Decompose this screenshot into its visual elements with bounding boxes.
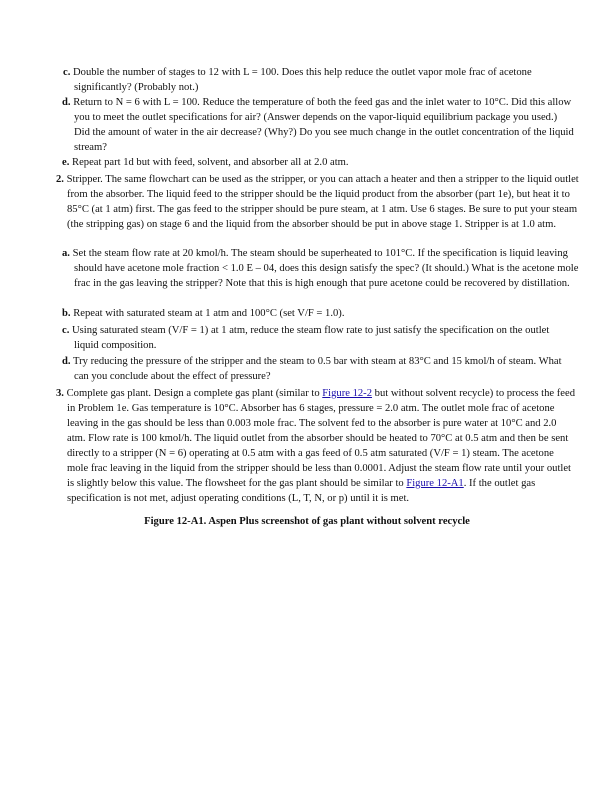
- item-label: c.: [63, 67, 71, 78]
- item-2a: [62, 246, 584, 291]
- item-2d: [62, 354, 574, 384]
- item-text: Set the steam flow rate at 20 kmol/h. The steam should be superheated to 101°C. If the specification is liquid leaving should have acetone mole fraction < 1.0 E – 04, does this design satisfy the spec? (It should.) What is the acetone mole frac in the gas leaving the stripper? Note that this is high enough that pure acetone could be recovered by distillation.: [72, 248, 579, 289]
- item-text-part3: . If the outlet gas specification is not met, adjust operating conditions (L, T, N, or p) until it is met.: [67, 478, 536, 504]
- item-label: 3.: [56, 388, 64, 399]
- item-text: Stripper. The same flowchart can be used as the stripper, or you can attach a heater and then a stripper to the liquid outlet from the absorber. The liquid feed to the stripper should be the liquid product from the absorber (part 1e), but heat it to 85°C (at 1 atm) first. The gas feed to the stripper should be pure steam, at 1 atm. Use 6 stages. Be sure to put your steam (the stripping gas) on stage 6 and the liquid from the absorber should be put in above stage 1. Stripper is at 1.0 atm.: [66, 174, 579, 230]
- item-text: Repeat with saturated steam at 1 atm and 100°C (set V/F = 1.0).: [73, 308, 345, 319]
- item-label: e.: [62, 157, 70, 168]
- item-label: a.: [62, 248, 70, 259]
- item-2b: [62, 306, 574, 321]
- figure-caption: Figure 12-A1. Aspen Plus screenshot of gas plant without solvent recycle: [144, 516, 470, 527]
- item-1d: [62, 95, 574, 155]
- item-2c: [62, 323, 574, 353]
- figure-12-2-link[interactable]: Figure 12-2: [322, 388, 373, 399]
- figure-12-a1-link[interactable]: Figure 12-A1: [406, 478, 464, 489]
- item-1c: [63, 65, 574, 95]
- item-label: 2.: [56, 174, 64, 185]
- item-2-stripper: [56, 172, 579, 232]
- item-text: Repeat part 1d but with feed, solvent, and absorber all at 2.0 atm.: [72, 157, 349, 168]
- item-1e: [62, 155, 574, 170]
- item-text: Using saturated steam (V/F = 1) at 1 atm, reduce the steam flow rate to just satisfy the specification on the outlet liquid composition.: [72, 325, 550, 351]
- item-label: d.: [62, 356, 71, 367]
- item-text: Try reducing the pressure of the stripper and the steam to 0.5 bar with steam at 83°C and 15 kmol/h of steam. What can you conclude about the effect of pressure?: [73, 356, 562, 382]
- item-3-gas-plant: [56, 386, 577, 506]
- item-label: b.: [62, 308, 71, 319]
- item-label: d.: [62, 97, 71, 108]
- item-text-part2: but without solvent recycle) to process the feed in Problem 1e. Gas temperature is 10°C. Absorber has 6 stages, pressure = 2.0 atm. The outlet mole frac of acetone leaving in the gas should be less than 0.003 mole frac. The solvent fed to the absorber is pure water at 10°C and 2.0 atm. Flow rate is 100 kmol/h. The liquid outlet from the absorber should be heated to 70°C at 0.5 atm and then be sent directly to a stripper (N = 6) operating at 0.5 atm with a gas feed of 0.5 atm saturated (V/F = 1) steam. The acetone mole frac leaving in the liquid from the stripper should be less than 0.0001. Adjust the steam flow rate until your outlet is slightly below this value. The flowsheet for the gas plant should be similar to: [67, 388, 575, 489]
- item-text: Double the number of stages to 12 with L = 100. Does this help reduce the outlet vapor mole frac of acetone significantly? (Probably not.): [73, 67, 532, 93]
- item-label: c.: [62, 325, 70, 336]
- item-text-part1: Complete gas plant. Design a complete gas plant (similar to: [66, 388, 323, 399]
- item-text: Return to N = 6 with L = 100. Reduce the temperature of both the feed gas and the inlet water to 10°C. Did this allow you to meet the outlet specifications for air? (Answer depends on the vapor-liquid equilibrium package you used.) Did the amount of water in the air decrease? (Why?) Do you see much change in the outlet concentration of the liquid stream?: [73, 97, 574, 153]
